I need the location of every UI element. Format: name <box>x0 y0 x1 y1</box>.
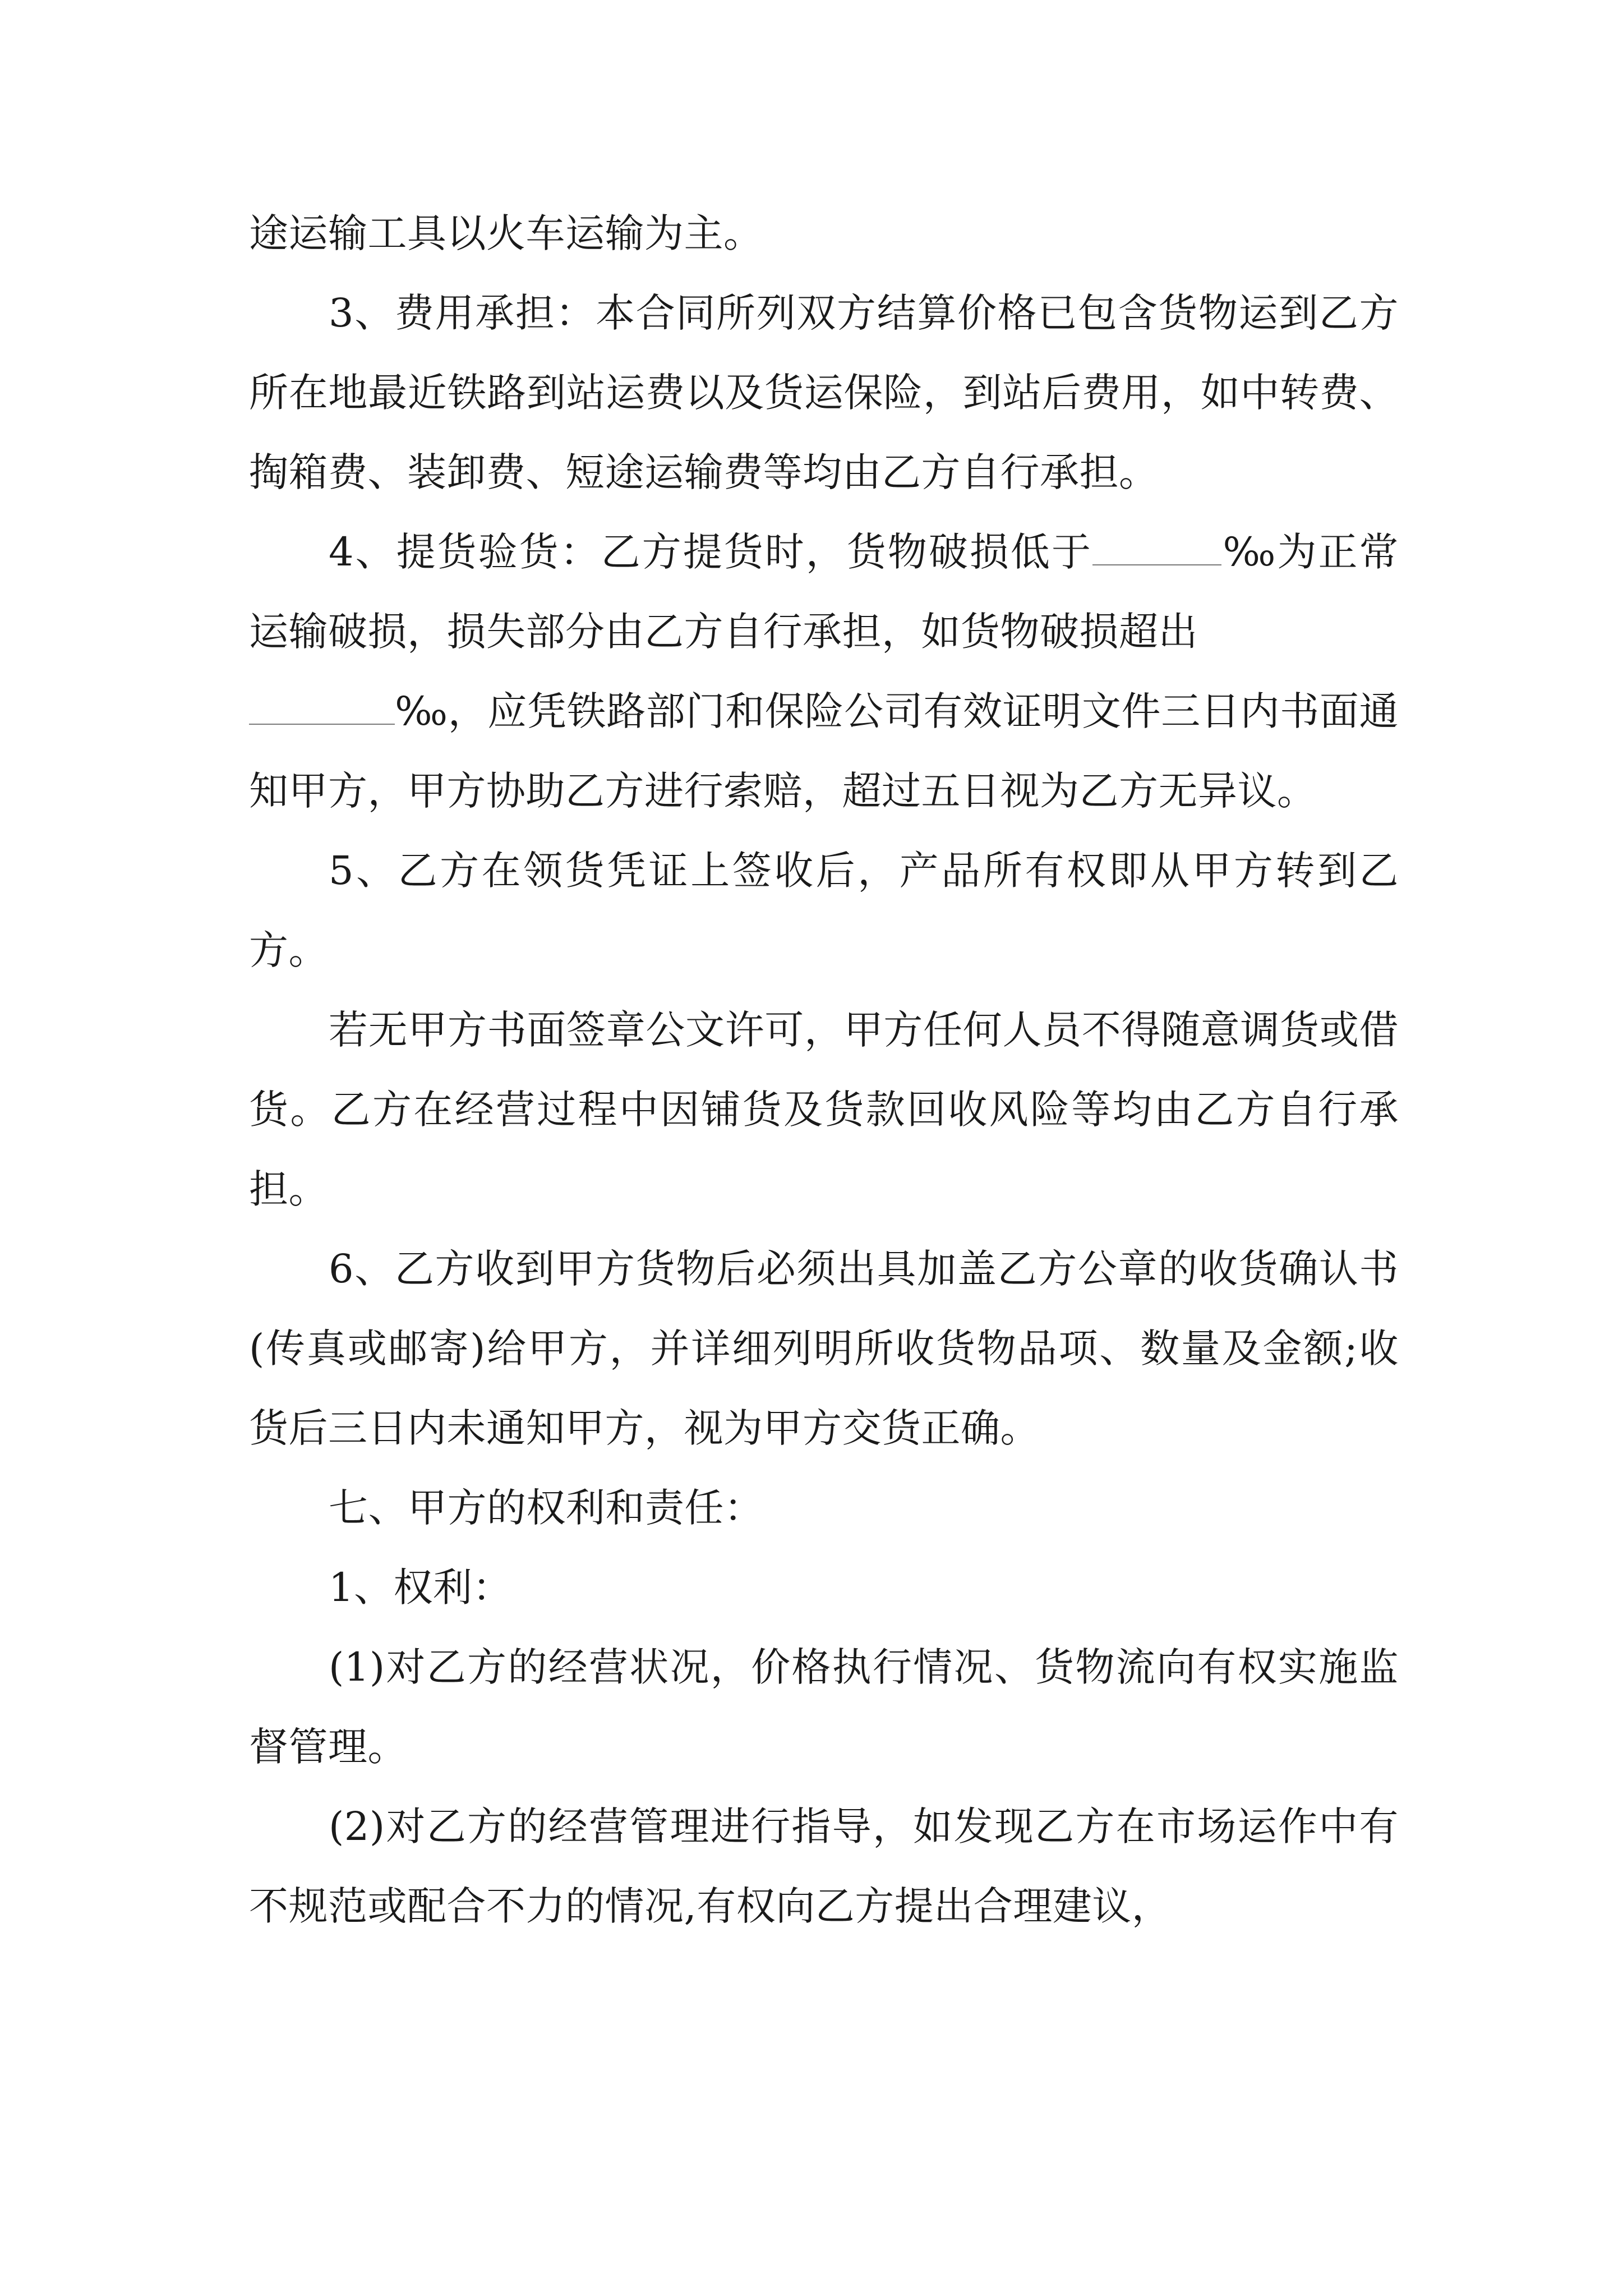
inspection-text-part2: ‰为正常运输破损，损失部分由乙方自行承担，如货物破损超出 <box>249 529 1399 655</box>
section-heading-party-a-rights: 七、甲方的权利和责任： <box>329 1485 764 1531</box>
inspection-text-part3: ‰，应凭铁路部门和保险公司有效证明文件三日内书面通知甲方，甲方协助乙方进行索赔，超过五日视为乙方无异议。 <box>249 688 1399 814</box>
paragraph-cost-bearing: 3、费用承担：本合同所列双方结算价格已包含货物运到乙方所在地最近铁路到站运费以及货运保险，到站后费用，如中转费、掏箱费、装卸费、短途运输费等均由乙方自行承担。 <box>249 290 1399 495</box>
document-body <box>249 194 1399 1946</box>
paragraph-transport-tools: 途运输工具以火车运输为主。 <box>249 210 763 256</box>
paragraph-goods-inspection <box>249 512 1399 831</box>
paragraph-right-2: (2)对乙方的经营管理进行指导，如发现乙方在市场运作中有不规范或配合不力的情况,有权向乙方提出合理建议， <box>249 1803 1399 1929</box>
inspection-text-part1: 4、提货验货：乙方提货时，货物破损低于 <box>329 529 1092 575</box>
blank-field-damage-rate <box>1092 529 1221 565</box>
paragraph-ownership-transfer: 5、乙方在领货凭证上签收后，产品所有权即从甲方转到乙方。 <box>249 848 1399 973</box>
subheading-rights: 1、权利： <box>329 1565 513 1611</box>
paragraph-right-1: (1)对乙方的经营状况，价格执行情况、货物流向有权实施监督管理。 <box>249 1644 1399 1770</box>
paragraph-receipt-confirmation: 6、乙方收到甲方货物后必须出具加盖乙方公章的收货确认书(传真或邮寄)给甲方，并详细列明所收货物品项、数量及金额;收货后三日内未通知甲方，视为甲方交货正确。 <box>249 1246 1399 1451</box>
paragraph-transfer-permission: 若无甲方书面签章公文许可，甲方任何人员不得随意调货或借货。乙方在经营过程中因铺货及货款回收风险等均由乙方自行承担。 <box>249 1007 1399 1212</box>
blank-field-damage-excess <box>249 688 395 725</box>
